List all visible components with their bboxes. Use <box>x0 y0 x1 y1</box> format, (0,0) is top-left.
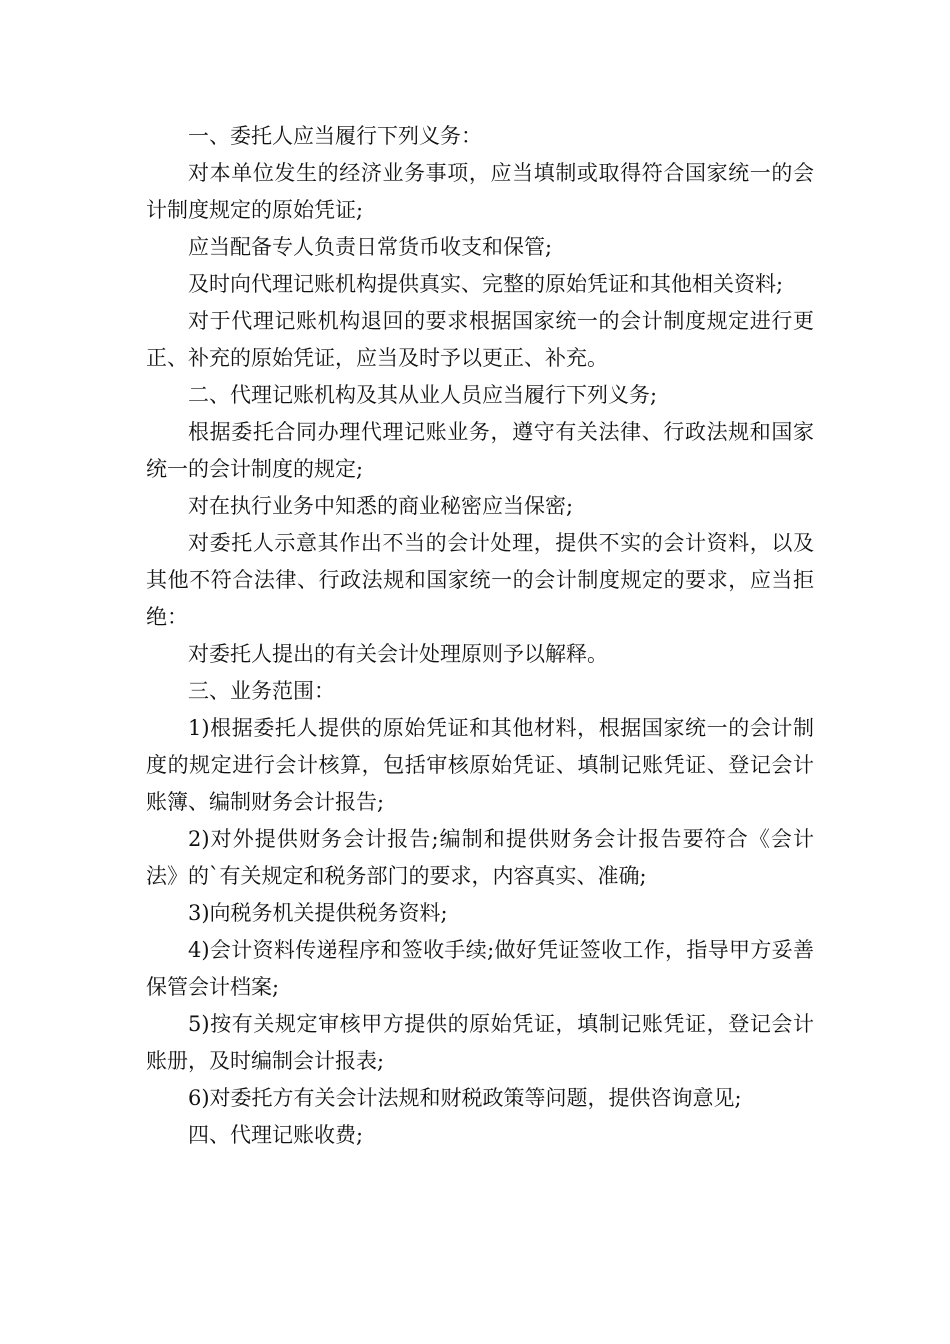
paragraph: 对于代理记账机构退回的要求根据国家统一的会计制度规定进行更正、补充的原始凭证，应当及时予以更正、补充。 <box>146 309 814 370</box>
paragraph: 及时向代理记账机构提供真实、完整的原始凭证和其他相关资料; <box>188 272 784 296</box>
paragraph: 对委托人提出的有关会计处理原则予以解释。 <box>188 642 608 666</box>
list-item: 5)按有关规定审核甲方提供的原始凭证，填制记账凭证，登记会计账册，及时编制会计报表; <box>146 1012 814 1073</box>
paragraph: 根据委托合同办理代理记账业务，遵守有关法律、行政法规和国家统一的会计制度的规定; <box>146 420 814 481</box>
list-item: 1)根据委托人提供的原始凭证和其他材料，根据国家统一的会计制度的规定进行会计核算，包括审核原始凭证、填制记账凭证、登记会计账簿、编制财务会计报告; <box>146 716 814 814</box>
paragraph: 对委托人示意其作出不当的会计处理，提供不实的会计资料，以及其他不符合法律、行政法规和国家统一的会计制度规定的要求，应当拒绝： <box>146 531 814 629</box>
heading-section-4: 四、代理记账收费; <box>188 1123 364 1147</box>
paragraph: 应当配备专人负责日常货币收支和保管; <box>188 235 553 259</box>
heading-section-2: 二、代理记账机构及其从业人员应当履行下列义务; <box>188 383 658 407</box>
paragraph: 对本单位发生的经济业务事项，应当填制或取得符合国家统一的会计制度规定的原始凭证; <box>146 161 814 222</box>
heading-section-1: 一、委托人应当履行下列义务： <box>188 124 482 148</box>
paragraph: 对在执行业务中知悉的商业秘密应当保密; <box>188 494 574 518</box>
list-item: 2)对外提供财务会计报告;编制和提供财务会计报告要符合《会计法》的`有关规定和税务部门的要求，内容真实、准确; <box>146 827 814 888</box>
list-item: 4)会计资料传递程序和签收手续;做好凭证签收工作，指导甲方妥善保管会计档案; <box>146 938 814 999</box>
list-item: 3)向税务机关提供税务资料; <box>188 901 448 925</box>
document-body <box>146 118 814 1154</box>
list-item: 6)对委托方有关会计法规和财税政策等问题，提供咨询意见; <box>188 1086 742 1110</box>
heading-section-3: 三、业务范围： <box>188 679 335 703</box>
